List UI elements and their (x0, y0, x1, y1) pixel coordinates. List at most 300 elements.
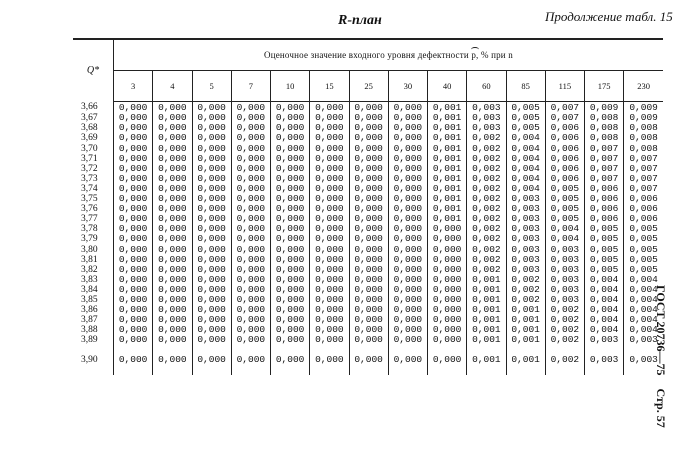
column-header: 30 (388, 71, 427, 102)
table-cell: 0,001 (467, 305, 506, 315)
table-cell: 0,000 (153, 295, 192, 305)
table-cell: 0,000 (388, 143, 427, 154)
column-header: 25 (349, 71, 388, 102)
table-cell: 0,000 (349, 335, 388, 345)
table-cell: 0,000 (114, 305, 153, 315)
table-cell: 0,000 (114, 285, 153, 295)
table-cell: 0,000 (271, 325, 310, 335)
table-cell: 0,000 (388, 113, 427, 123)
q-value-cell: 3,90 (81, 355, 98, 365)
table-cell: 0,000 (388, 234, 427, 244)
table-cell: 0,000 (231, 224, 270, 234)
table-cell: 0,000 (310, 102, 349, 114)
table-cell: 0,003 (624, 335, 663, 345)
table-cell: 0,001 (428, 133, 467, 143)
table-row (73, 335, 663, 345)
q-value-cell: 3,66 (81, 102, 98, 113)
table-cell: 0,002 (545, 305, 584, 315)
table-cell: 0,000 (310, 143, 349, 154)
standard-number: ГОСТ 20736—75 (654, 285, 668, 376)
table-cell: 0,000 (271, 234, 310, 244)
table-cell: 0,000 (349, 113, 388, 123)
table-cell: 0,000 (349, 244, 388, 255)
table-cell: 0,004 (624, 275, 663, 285)
table-cell: 0,000 (349, 143, 388, 154)
table-cell: 0,002 (506, 285, 545, 295)
table-cell: 0,002 (545, 335, 584, 345)
table-cell: 0,002 (467, 184, 506, 194)
table-cell: 0,000 (153, 224, 192, 234)
table-cell: 0,007 (585, 154, 624, 164)
table-cell: 0,000 (349, 214, 388, 224)
table-cell: 0,000 (114, 113, 153, 123)
caption-symbol: p (471, 50, 477, 60)
table-cell: 0,000 (271, 285, 310, 295)
table-cell: 0,000 (349, 265, 388, 275)
table-cell: 0,000 (310, 133, 349, 143)
table-cell: 0,005 (545, 194, 584, 204)
table-cell: 0,004 (506, 164, 545, 174)
table-cell: 0,000 (192, 315, 231, 325)
table-cell: 0,001 (428, 143, 467, 154)
table-cell: 0,000 (388, 224, 427, 234)
table-cell: 0,002 (467, 194, 506, 204)
table-cell: 0,000 (192, 325, 231, 335)
table-cell: 0,000 (114, 133, 153, 143)
table-cell: 0,001 (428, 214, 467, 224)
table-cell: 0,001 (467, 335, 506, 345)
table-cell: 0,000 (310, 234, 349, 244)
table-cell: 0,006 (624, 204, 663, 214)
q-value-cell: 3,86 (81, 305, 98, 315)
table-cell: 0,000 (192, 244, 231, 255)
q-value-cell: 3,89 (81, 335, 98, 345)
table-cell: 0,000 (388, 214, 427, 224)
table-cell: 0,001 (467, 345, 506, 375)
q-value-cell: 3,80 (81, 244, 98, 255)
table-cell: 0,000 (231, 113, 270, 123)
table-cell: 0,000 (192, 154, 231, 164)
table-cell: 0,007 (624, 154, 663, 164)
table-cell: 0,000 (349, 285, 388, 295)
table-cell: 0,000 (192, 194, 231, 204)
table-cell: 0,002 (467, 133, 506, 143)
table-cell: 0,000 (271, 133, 310, 143)
q-value-cell: 3,67 (81, 113, 98, 123)
table-cell: 0,007 (624, 184, 663, 194)
q-value-cell: 3,85 (81, 295, 98, 305)
table-cell: 0,002 (467, 244, 506, 255)
table-cell: 0,007 (624, 174, 663, 184)
table-cell: 0,001 (467, 295, 506, 305)
table-cell: 0,000 (153, 164, 192, 174)
table-cell: 0,000 (349, 133, 388, 143)
table-cell: 0,002 (467, 174, 506, 184)
column-header: 10 (271, 71, 310, 102)
table-cell: 0,003 (545, 275, 584, 285)
q-value-cell: 3,78 (81, 224, 98, 234)
table-cell: 0,005 (624, 244, 663, 255)
table-cell: 0,000 (192, 255, 231, 265)
table-cell: 0,004 (585, 295, 624, 305)
table-cell: 0,000 (428, 255, 467, 265)
table-cell: 0,002 (506, 275, 545, 285)
table-cell: 0,000 (271, 244, 310, 255)
table-cell: 0,002 (467, 204, 506, 214)
table-cell: 0,006 (545, 133, 584, 143)
table-cell: 0,001 (467, 275, 506, 285)
table-cell: 0,000 (192, 285, 231, 295)
table-cell: 0,000 (349, 154, 388, 164)
table-cell: 0,000 (310, 345, 349, 375)
table-cell: 0,000 (349, 164, 388, 174)
table-cell: 0,000 (231, 295, 270, 305)
table-cell: 0,003 (506, 244, 545, 255)
table-cell: 0,000 (153, 214, 192, 224)
table-cell: 0,006 (545, 143, 584, 154)
table-cell: 0,000 (310, 194, 349, 204)
table-cell: 0,008 (624, 123, 663, 133)
table-cell: 0,000 (153, 204, 192, 214)
table-cell: 0,000 (349, 255, 388, 265)
table-cell: 0,006 (545, 164, 584, 174)
table-cell: 0,000 (428, 244, 467, 255)
table-cell: 0,002 (467, 224, 506, 234)
column-header: 60 (467, 71, 506, 102)
q-header: Q* (73, 39, 114, 102)
column-header: 5 (192, 71, 231, 102)
table-cell: 0,000 (114, 234, 153, 244)
q-value-cell: 3,74 (81, 184, 98, 194)
table-cell: 0,000 (114, 154, 153, 164)
table-cell: 0,001 (428, 164, 467, 174)
table-cell: 0,000 (114, 244, 153, 255)
table-cell: 0,000 (114, 102, 153, 114)
table-cell: 0,000 (114, 204, 153, 214)
table-cell: 0,000 (153, 285, 192, 295)
table-cell: 0,005 (506, 123, 545, 133)
table-cell: 0,000 (388, 204, 427, 214)
q-value-cell: 3,76 (81, 204, 98, 214)
table-cell: 0,000 (271, 102, 310, 114)
table-cell: 0,004 (624, 295, 663, 305)
table-cell: 0,004 (624, 315, 663, 325)
table-cell: 0,006 (585, 214, 624, 224)
table-cell: 0,000 (310, 335, 349, 345)
table-cell: 0,000 (231, 133, 270, 143)
table-cell: 0,000 (310, 214, 349, 224)
column-header: 40 (428, 71, 467, 102)
table-cell: 0,000 (271, 275, 310, 285)
table-cell: 0,000 (388, 123, 427, 133)
table-cell: 0,003 (506, 265, 545, 275)
table-cell: 0,003 (506, 204, 545, 214)
table-cell: 0,002 (545, 345, 584, 375)
table-cell: 0,007 (585, 164, 624, 174)
table-cell: 0,008 (585, 133, 624, 143)
table-cell: 0,000 (114, 295, 153, 305)
table-cell: 0,000 (153, 315, 192, 325)
table-cell: 0,000 (428, 224, 467, 234)
table-cell: 0,000 (310, 325, 349, 335)
table-cell: 0,003 (506, 255, 545, 265)
table-cell: 0,000 (349, 305, 388, 315)
table-cell: 0,004 (545, 224, 584, 234)
table-row (73, 234, 663, 244)
column-header: 230 (624, 71, 663, 102)
table-cell: 0,003 (545, 255, 584, 265)
table-cell: 0,000 (388, 102, 427, 114)
table-cell: 0,004 (545, 234, 584, 244)
table-cell: 0,007 (545, 102, 584, 114)
q-value-cell: 3,68 (81, 123, 98, 133)
table-cell: 0,003 (585, 335, 624, 345)
table-cell: 0,000 (192, 265, 231, 275)
table-cell: 0,000 (428, 345, 467, 375)
table-cell: 0,000 (231, 143, 270, 154)
table-cell: 0,000 (192, 295, 231, 305)
table-cell: 0,003 (506, 194, 545, 204)
table-cell: 0,000 (388, 255, 427, 265)
table-cell: 0,000 (114, 345, 153, 375)
table-cell: 0,000 (271, 255, 310, 265)
table-cell: 0,007 (624, 164, 663, 174)
table-cell: 0,000 (388, 244, 427, 255)
table-cell: 0,000 (153, 133, 192, 143)
table-cell: 0,002 (467, 143, 506, 154)
table-cell: 0,000 (114, 224, 153, 234)
table-cell: 0,000 (153, 325, 192, 335)
table-cell: 0,002 (545, 325, 584, 335)
table-cell: 0,000 (271, 174, 310, 184)
table-cell: 0,000 (428, 305, 467, 315)
page-title: R-план (338, 13, 382, 28)
table-cell: 0,000 (310, 184, 349, 194)
table-cell: 0,003 (545, 285, 584, 295)
table-cell: 0,000 (271, 113, 310, 123)
table-cell: 0,001 (467, 285, 506, 295)
table-cell: 0,000 (349, 224, 388, 234)
table-cell: 0,004 (585, 325, 624, 335)
table-cell: 0,000 (388, 194, 427, 204)
table-cell: 0,005 (506, 113, 545, 123)
q-value-cell: 3,87 (81, 315, 98, 325)
column-header: 115 (545, 71, 584, 102)
table-cell: 0,000 (388, 275, 427, 285)
table-cell: 0,000 (349, 325, 388, 335)
table-cell: 0,000 (192, 345, 231, 375)
table-cell: 0,000 (114, 143, 153, 154)
table-cell: 0,005 (506, 102, 545, 114)
column-header: 175 (585, 71, 624, 102)
table-cell: 0,002 (467, 154, 506, 164)
table-cell: 0,006 (585, 204, 624, 214)
column-header: 7 (231, 71, 270, 102)
table-cell: 0,000 (231, 285, 270, 295)
table-cell: 0,000 (271, 305, 310, 315)
table-row (73, 345, 663, 375)
table-cell: 0,007 (545, 113, 584, 123)
table-cell: 0,000 (349, 234, 388, 244)
table-cell: 0,000 (153, 184, 192, 194)
table-cell: 0,005 (585, 265, 624, 275)
table-cell: 0,004 (506, 143, 545, 154)
table-cell: 0,004 (624, 285, 663, 295)
table-cell: 0,005 (545, 184, 584, 194)
table-cell: 0,000 (271, 224, 310, 234)
table-cell: 0,000 (153, 123, 192, 133)
table-cell: 0,000 (310, 123, 349, 133)
table-cell: 0,004 (585, 275, 624, 285)
table-cell: 0,000 (310, 305, 349, 315)
table-cell: 0,000 (231, 234, 270, 244)
table-cell: 0,000 (349, 315, 388, 325)
table-cell: 0,000 (349, 295, 388, 305)
table-cell: 0,000 (388, 325, 427, 335)
table-cell: 0,001 (467, 315, 506, 325)
table-cell: 0,000 (192, 143, 231, 154)
table-cell: 0,000 (388, 265, 427, 275)
table-cell: 0,000 (114, 214, 153, 224)
table-cell: 0,000 (271, 154, 310, 164)
table-cell: 0,000 (428, 315, 467, 325)
table-cell: 0,006 (545, 123, 584, 133)
table-cell: 0,001 (506, 305, 545, 315)
table-cell: 0,000 (271, 164, 310, 174)
table-cell: 0,000 (310, 113, 349, 123)
table-cell: 0,005 (624, 234, 663, 244)
table-cell: 0,000 (349, 184, 388, 194)
table-cell: 0,006 (624, 214, 663, 224)
table-cell: 0,000 (231, 154, 270, 164)
table-cell: 0,000 (114, 255, 153, 265)
table-cell: 0,000 (388, 133, 427, 143)
table-cell: 0,003 (506, 214, 545, 224)
table-cell: 0,000 (114, 335, 153, 345)
table-row (73, 133, 663, 143)
table-cell: 0,005 (624, 255, 663, 265)
table-cell: 0,000 (428, 285, 467, 295)
table-cell: 0,002 (467, 265, 506, 275)
table-cell: 0,009 (585, 102, 624, 114)
table-cell: 0,000 (231, 102, 270, 114)
table-caption (114, 39, 664, 71)
table-cell: 0,000 (231, 335, 270, 345)
table-cell: 0,000 (192, 184, 231, 194)
table-cell: 0,000 (388, 315, 427, 325)
table-cell: 0,000 (271, 345, 310, 375)
table-cell: 0,000 (310, 154, 349, 164)
table-cell: 0,000 (271, 204, 310, 214)
table-cell: 0,001 (506, 335, 545, 345)
table-cell: 0,000 (114, 325, 153, 335)
table-cell: 0,000 (231, 345, 270, 375)
table-cell: 0,006 (585, 194, 624, 204)
table-cell: 0,003 (506, 234, 545, 244)
table-cell: 0,000 (271, 143, 310, 154)
table-cell: 0,000 (271, 184, 310, 194)
table-cell: 0,000 (192, 174, 231, 184)
column-header: 4 (153, 71, 192, 102)
table-cell: 0,000 (349, 194, 388, 204)
table-cell: 0,003 (545, 265, 584, 275)
q-value-cell: 3,84 (81, 285, 98, 295)
table-cell: 0,007 (585, 143, 624, 154)
table-cell: 0,000 (310, 244, 349, 255)
table-cell: 0,000 (231, 244, 270, 255)
table-cell: 0,000 (388, 164, 427, 174)
table-cell: 0,000 (231, 305, 270, 315)
table-cell: 0,005 (624, 224, 663, 234)
table-cell: 0,000 (114, 123, 153, 133)
table-cell: 0,000 (428, 295, 467, 305)
table-cell: 0,001 (428, 184, 467, 194)
table-cell: 0,000 (271, 315, 310, 325)
table-cell: 0,001 (428, 102, 467, 114)
table-cell: 0,003 (467, 102, 506, 114)
table-cell: 0,000 (114, 194, 153, 204)
table-cell: 0,000 (231, 184, 270, 194)
table-cell: 0,007 (585, 174, 624, 184)
q-value-cell: 3,71 (81, 154, 98, 164)
table-cell: 0,000 (271, 265, 310, 275)
table-cell: 0,000 (388, 285, 427, 295)
table-cell: 0,002 (545, 315, 584, 325)
table-cell: 0,000 (428, 335, 467, 345)
table-cell: 0,000 (349, 345, 388, 375)
table-cell: 0,000 (271, 335, 310, 345)
table-cell: 0,000 (231, 214, 270, 224)
table-cell: 0,000 (349, 204, 388, 214)
table-cell: 0,000 (231, 194, 270, 204)
table-cell: 0,000 (349, 123, 388, 133)
table-continuation-note: Продолжение табл. 15 (545, 9, 673, 24)
table-cell: 0,001 (506, 315, 545, 325)
table-cell: 0,004 (585, 305, 624, 315)
q-value-cell: 3,81 (81, 255, 98, 265)
table-cell: 0,000 (192, 133, 231, 143)
table-cell: 0,000 (310, 204, 349, 214)
table-cell: 0,001 (428, 174, 467, 184)
q-value-cell: 3,88 (81, 325, 98, 335)
column-header: 15 (310, 71, 349, 102)
table-cell: 0,001 (428, 154, 467, 164)
q-value-cell: 3,83 (81, 275, 98, 285)
table-cell: 0,002 (467, 214, 506, 224)
table-cell: 0,000 (153, 113, 192, 123)
table-cell: 0,009 (624, 113, 663, 123)
table-cell: 0,000 (114, 265, 153, 275)
table-cell: 0,000 (231, 204, 270, 214)
table-cell: 0,000 (271, 214, 310, 224)
table-cell: 0,000 (310, 164, 349, 174)
table-cell: 0,000 (192, 305, 231, 315)
table-cell: 0,000 (388, 154, 427, 164)
table-cell: 0,000 (192, 204, 231, 214)
table-cell: 0,000 (271, 194, 310, 204)
table-cell: 0,000 (153, 265, 192, 275)
table-cell: 0,003 (545, 295, 584, 305)
table-cell: 0,000 (192, 275, 231, 285)
caption-text: Оценочное значение входного уровня дефектности (264, 50, 472, 60)
table-cell: 0,008 (585, 123, 624, 133)
table-cell: 0,000 (153, 244, 192, 255)
data-table (73, 38, 663, 375)
table-cell: 0,004 (624, 325, 663, 335)
table-cell: 0,000 (153, 174, 192, 184)
table-cell: 0,001 (467, 325, 506, 335)
q-value-cell: 3,69 (81, 133, 98, 143)
